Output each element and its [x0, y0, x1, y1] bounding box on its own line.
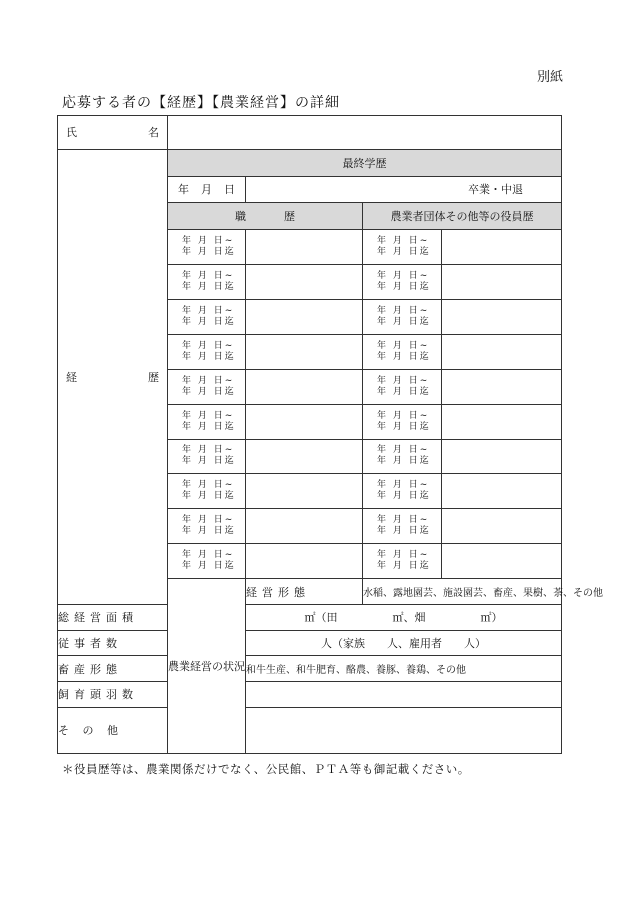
job-period-cell[interactable] — [168, 230, 246, 265]
officer-detail-cell[interactable] — [442, 404, 562, 439]
name-label-left: 氏 — [66, 126, 77, 140]
job-detail-cell[interactable] — [246, 544, 363, 579]
job-history-left: 職 — [235, 210, 246, 224]
from-date-label: 年 月 日~ — [182, 305, 235, 316]
from-date-label: 年 月 日~ — [377, 445, 430, 456]
final-education-header-row — [58, 149, 562, 176]
final-education-header: 最終学歴 — [168, 149, 562, 176]
job-period-cell[interactable] — [168, 334, 246, 369]
officer-detail-cell[interactable] — [442, 264, 562, 299]
farm-section-label: 農業経営の状況 — [168, 579, 246, 754]
from-date-label: 年 月 日~ — [377, 550, 430, 561]
officer-period-cell[interactable] — [363, 334, 442, 369]
to-date-label: 年 月 日迄 — [182, 421, 236, 432]
farm-row-label: 従事者数 — [58, 630, 168, 656]
job-period-cell[interactable] — [168, 264, 246, 299]
officer-detail-cell[interactable] — [442, 299, 562, 334]
to-date-label: 年 月 日迄 — [182, 386, 236, 397]
farm-row-label: 総経営面積 — [58, 604, 168, 630]
officer-period-cell[interactable] — [363, 404, 442, 439]
application-form-table — [57, 115, 603, 754]
to-date-label: 年 月 日迄 — [182, 246, 236, 257]
from-date-label: 年 月 日~ — [377, 270, 430, 281]
officer-period-cell[interactable] — [363, 230, 442, 265]
job-detail-cell[interactable] — [246, 509, 363, 544]
officer-detail-cell[interactable] — [442, 509, 562, 544]
job-history-right: 歴 — [284, 210, 295, 224]
to-date-label: 年 月 日迄 — [377, 421, 431, 432]
career-label-left: 経 — [66, 370, 77, 384]
to-date-label: 年 月 日迄 — [182, 281, 236, 292]
officer-period-cell[interactable] — [363, 544, 442, 579]
grad-month-label: 月 — [201, 183, 212, 197]
farm-row — [58, 630, 562, 656]
school-input-cell[interactable] — [246, 176, 562, 203]
farm-row-label: そ の 他 — [58, 707, 168, 753]
farm-row — [58, 604, 562, 630]
to-date-label: 年 月 日迄 — [377, 386, 431, 397]
from-date-label: 年 月 日~ — [377, 375, 430, 386]
from-date-label: 年 月 日~ — [182, 410, 235, 421]
job-detail-cell[interactable] — [246, 334, 363, 369]
from-date-label: 年 月 日~ — [182, 340, 235, 351]
from-date-label: 年 月 日~ — [377, 235, 430, 246]
to-date-label: 年 月 日迄 — [182, 491, 236, 502]
job-history-header — [168, 203, 363, 230]
graduation-date-cell[interactable] — [168, 176, 246, 203]
from-date-label: 年 月 日~ — [182, 235, 235, 246]
farm-row — [58, 656, 562, 682]
officer-detail-cell[interactable] — [442, 230, 562, 265]
to-date-label: 年 月 日迄 — [377, 281, 431, 292]
to-date-label: 年 月 日迄 — [377, 526, 431, 537]
name-label-right: 名 — [148, 126, 159, 140]
officer-detail-cell[interactable] — [442, 334, 562, 369]
officer-period-cell[interactable] — [363, 369, 442, 404]
job-period-cell[interactable] — [168, 299, 246, 334]
to-date-label: 年 月 日迄 — [377, 246, 431, 257]
officer-history-header: 農業者団体その他等の役員歴 — [363, 203, 562, 230]
from-date-label: 年 月 日~ — [182, 375, 235, 386]
officer-detail-cell[interactable] — [442, 369, 562, 404]
officer-period-cell[interactable] — [363, 439, 442, 474]
farm-row-label: 飼育頭羽数 — [58, 681, 168, 707]
farm-row-value[interactable]: 人（家族 人、雇用者 人） — [246, 630, 562, 656]
to-date-label: 年 月 日迄 — [182, 316, 236, 327]
to-date-label: 年 月 日迄 — [377, 561, 431, 572]
to-date-label: 年 月 日迄 — [377, 316, 431, 327]
officer-period-cell[interactable] — [363, 474, 442, 509]
officer-detail-cell[interactable] — [442, 439, 562, 474]
job-period-cell[interactable] — [168, 474, 246, 509]
officer-period-cell[interactable] — [363, 299, 442, 334]
job-detail-cell[interactable] — [246, 474, 363, 509]
to-date-label: 年 月 日迄 — [377, 456, 431, 467]
farm-row-value[interactable] — [246, 681, 562, 707]
job-detail-cell[interactable] — [246, 230, 363, 265]
officer-period-cell[interactable] — [363, 264, 442, 299]
to-date-label: 年 月 日迄 — [182, 561, 236, 572]
from-date-label: 年 月 日~ — [182, 550, 235, 561]
farm-row-value[interactable]: 水稲、露地園芸、施設園芸、畜産、果樹、茶、その他 — [363, 579, 562, 605]
from-date-label: 年 月 日~ — [377, 480, 430, 491]
career-label-cell — [58, 149, 168, 604]
job-period-cell[interactable] — [168, 439, 246, 474]
officer-detail-cell[interactable] — [442, 474, 562, 509]
to-date-label: 年 月 日迄 — [182, 456, 236, 467]
job-period-cell[interactable] — [168, 404, 246, 439]
job-detail-cell[interactable] — [246, 404, 363, 439]
grad-year-label: 年 — [178, 183, 189, 197]
grad-day-label: 日 — [224, 183, 235, 197]
to-date-label: 年 月 日迄 — [377, 491, 431, 502]
from-date-label: 年 月 日~ — [377, 340, 430, 351]
farm-row-label: 畜産形態 — [58, 656, 168, 682]
from-date-label: 年 月 日~ — [377, 515, 430, 526]
job-detail-cell[interactable] — [246, 299, 363, 334]
from-date-label: 年 月 日~ — [377, 305, 430, 316]
career-label-right: 歴 — [148, 370, 159, 384]
job-period-cell[interactable] — [168, 544, 246, 579]
job-period-cell[interactable] — [168, 369, 246, 404]
farm-row-value[interactable] — [246, 707, 562, 753]
farm-row-value[interactable]: 和牛生産、和牛肥育、酪農、養豚、養鶏、その他 — [246, 656, 562, 682]
from-date-label: 年 月 日~ — [182, 480, 235, 491]
job-period-cell[interactable] — [168, 509, 246, 544]
from-date-label: 年 月 日~ — [182, 445, 235, 456]
officer-detail-cell[interactable] — [442, 544, 562, 579]
officer-period-cell[interactable] — [363, 509, 442, 544]
footnote: ＊役員歴等は、農業関係だけでなく、公民館、ＰＴＡ等も御記載ください。 — [62, 762, 470, 776]
to-date-label: 年 月 日迄 — [182, 526, 236, 537]
document-title: 応募する者の【経歴】【農業経営】の詳細 — [62, 95, 340, 111]
farm-row-label: 経営形態 — [246, 579, 363, 605]
name-row — [58, 116, 562, 150]
job-detail-cell[interactable] — [246, 439, 363, 474]
to-date-label: 年 月 日迄 — [182, 351, 236, 362]
farm-row — [58, 681, 562, 707]
from-date-label: 年 月 日~ — [182, 270, 235, 281]
from-date-label: 年 月 日~ — [377, 410, 430, 421]
name-input-cell[interactable] — [168, 116, 562, 150]
farm-row-value[interactable]: ㎡（田 ㎡、畑 ㎡） — [246, 604, 562, 630]
job-detail-cell[interactable] — [246, 264, 363, 299]
job-detail-cell[interactable] — [246, 369, 363, 404]
farm-row — [58, 707, 562, 753]
attachment-label: 別紙 — [537, 70, 564, 85]
name-label-cell — [58, 116, 168, 150]
from-date-label: 年 月 日~ — [182, 515, 235, 526]
graduation-status: 卒業・中退 — [468, 183, 523, 197]
to-date-label: 年 月 日迄 — [377, 351, 431, 362]
